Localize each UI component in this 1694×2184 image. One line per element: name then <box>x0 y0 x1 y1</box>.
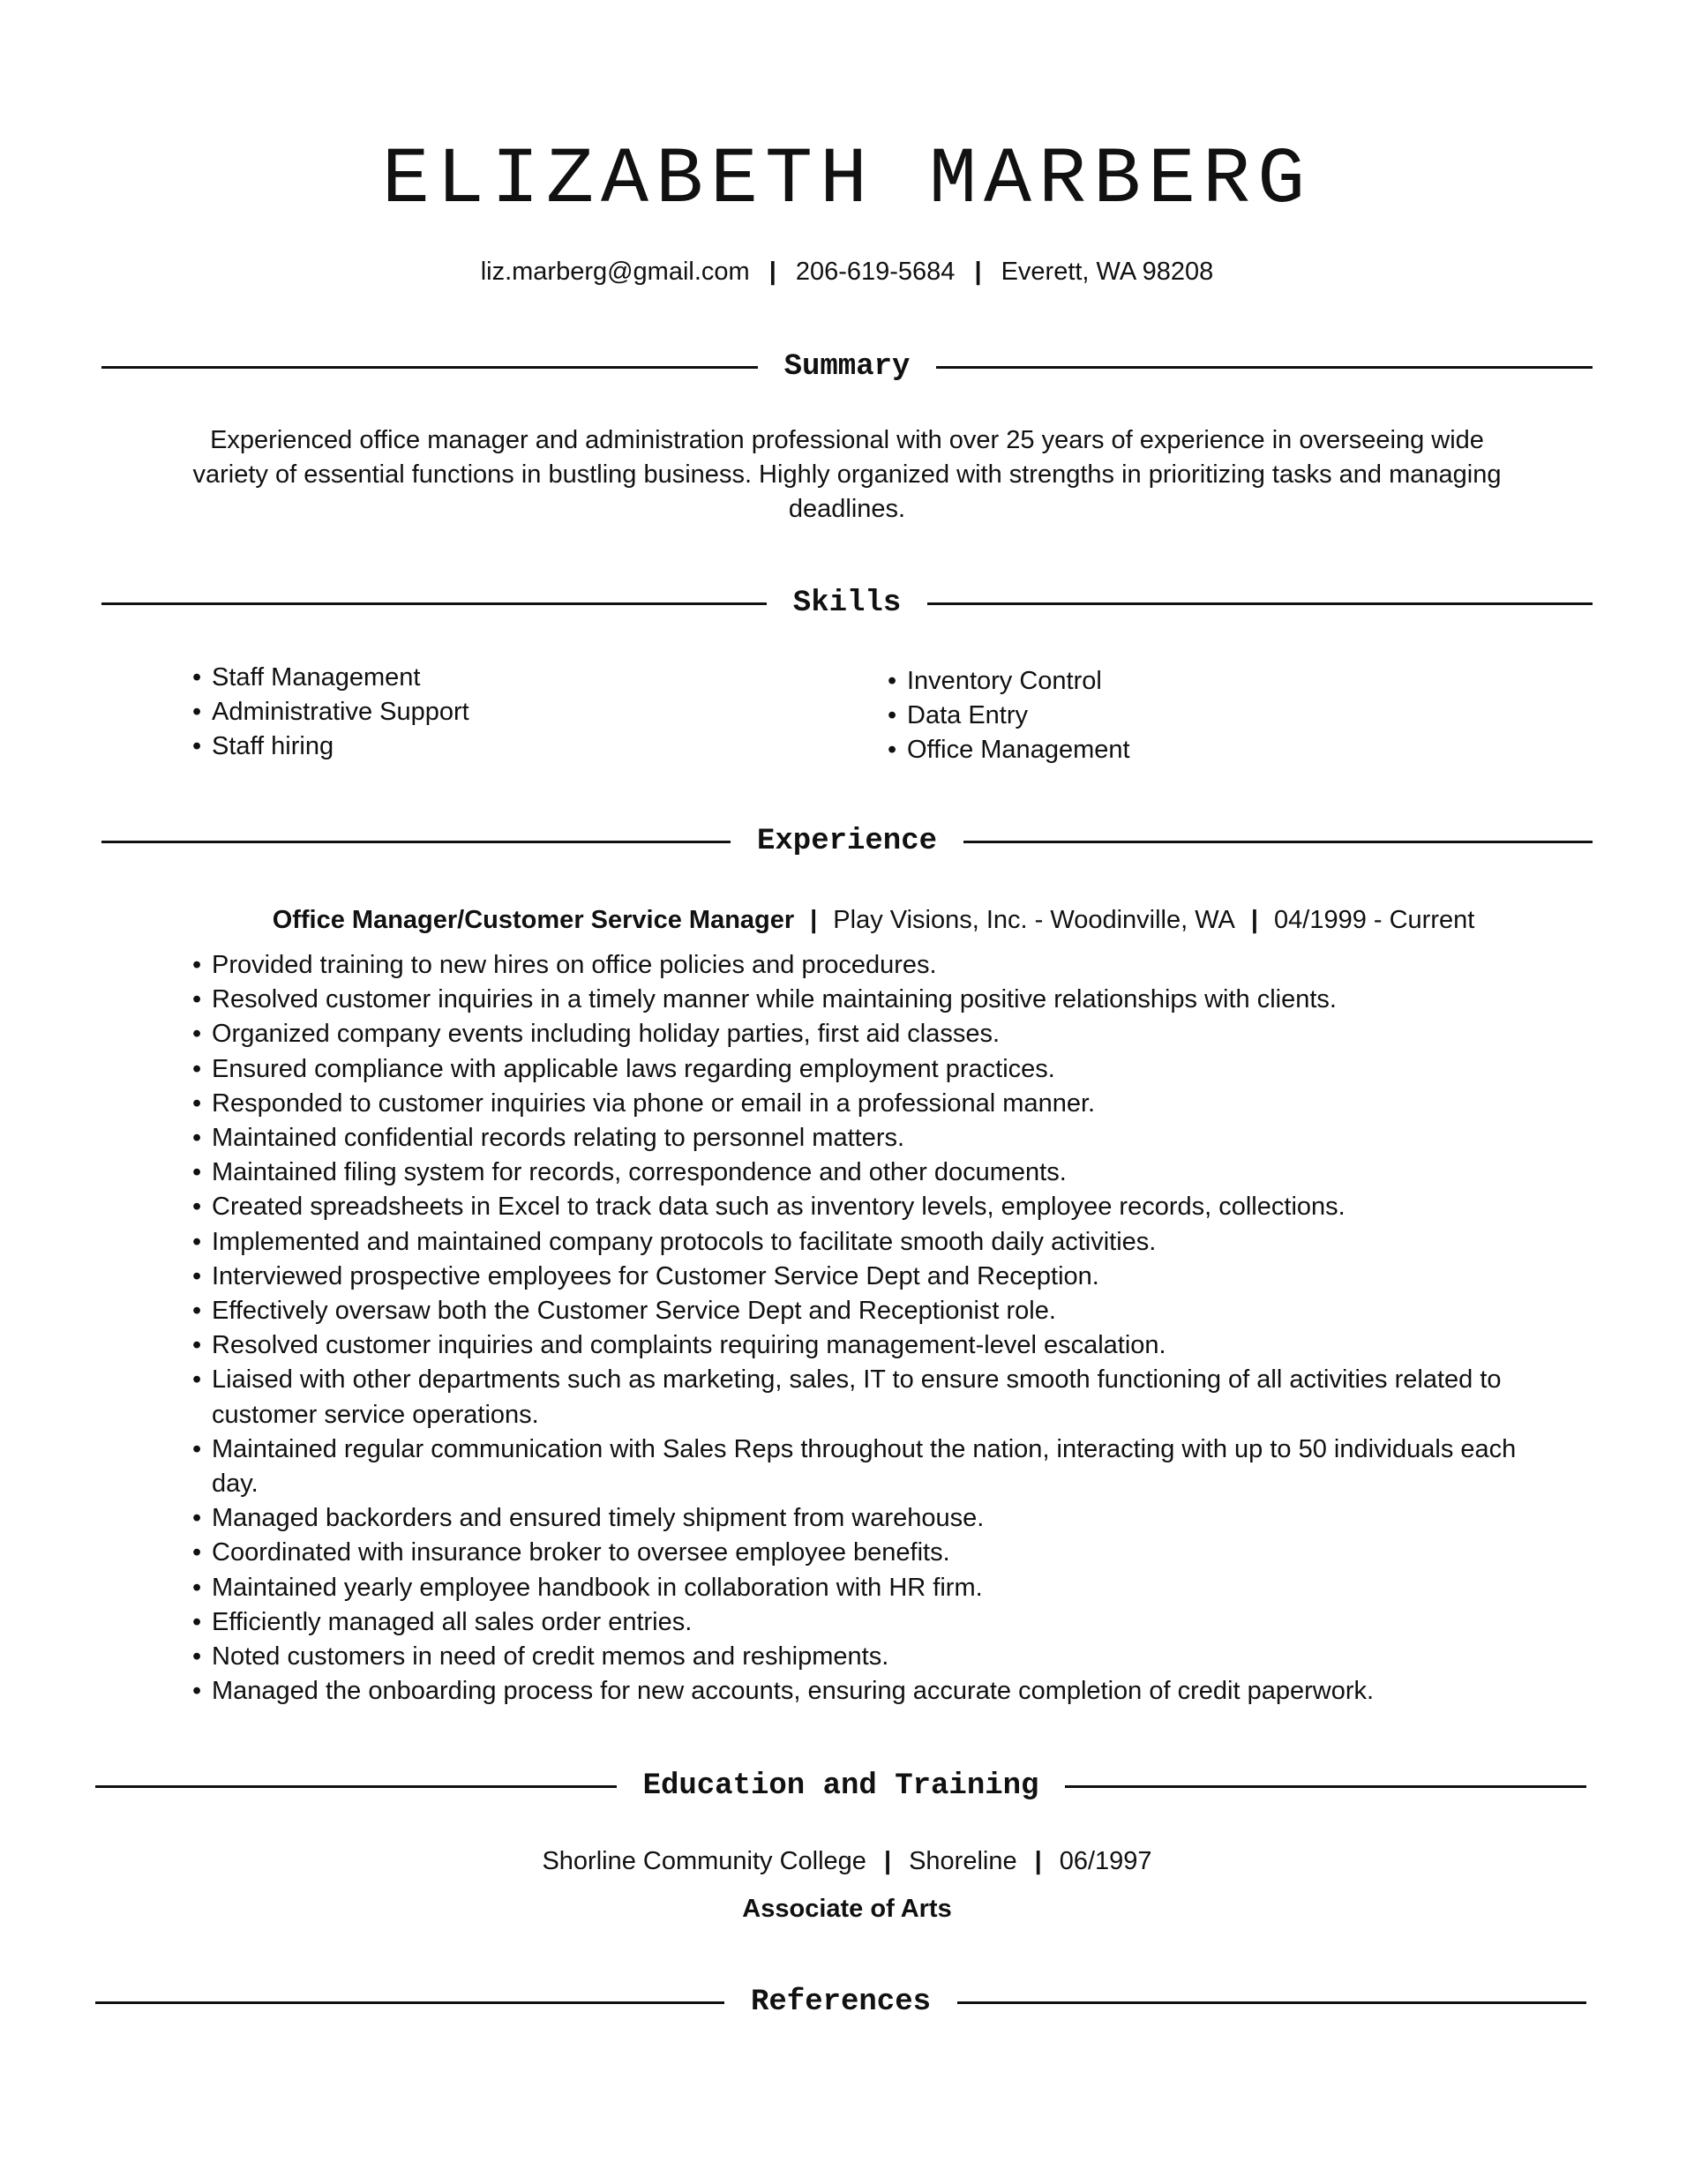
experience-bullet: • Resolved customer inquiries in a timely manner while maintaining positive relationships with clients. <box>192 983 1533 1017</box>
education-separator: | <box>1034 1847 1042 1875</box>
skills-heading: Skills <box>792 587 902 620</box>
experience-section-header <box>101 822 1593 861</box>
job-separator: | <box>1250 906 1258 934</box>
job-separator: | <box>810 906 818 934</box>
experience-bullet: • Maintained yearly employee handbook in collaboration with HR firm. <box>192 1571 1533 1605</box>
contact-phone: 206-619-5684 <box>795 258 956 286</box>
skill-item: • Administrative Support <box>192 695 722 729</box>
section-divider <box>101 602 767 605</box>
education-heading: Education and Training <box>642 1769 1039 1803</box>
section-divider <box>1065 1785 1586 1788</box>
education-degree: Associate of Arts <box>742 1895 952 1923</box>
experience-bullet: • Resolved customer inquiries and complaints requiring management-level escalation. <box>192 1328 1533 1363</box>
skills-list-right <box>888 664 1417 767</box>
contact-location: Everett, WA 98208 <box>1001 258 1214 286</box>
experience-bullet: • Organized company events including holiday parties, first aid classes. <box>192 1017 1533 1051</box>
experience-bullet: • Noted customers in need of credit memos and reshipments. <box>192 1640 1533 1674</box>
experience-bullet: • Managed backorders and ensured timely shipment from warehouse. <box>192 1501 1533 1536</box>
section-divider <box>957 2001 1586 2004</box>
section-divider <box>927 602 1593 605</box>
experience-bullet: • Effectively oversaw both the Customer Service Dept and Receptionist role. <box>192 1294 1533 1328</box>
contact-separator: | <box>768 258 776 286</box>
experience-bullet: • Created spreadsheets in Excel to track data such as inventory levels, employee records, collections. <box>192 1190 1533 1224</box>
experience-bullet: • Responded to customer inquiries via phone or email in a professional manner. <box>192 1087 1533 1121</box>
section-divider <box>936 366 1593 369</box>
experience-bullet: • Maintained regular communication with Sales Reps throughout the nation, interacting with up to 50 individuals each day. <box>192 1432 1533 1501</box>
contact-separator: | <box>974 258 982 286</box>
summary-heading: Summary <box>783 350 911 384</box>
experience-bullet: • Interviewed prospective employees for Customer Service Dept and Reception. <box>192 1260 1533 1294</box>
experience-bullet: • Maintained filing system for records, correspondence and other documents. <box>192 1156 1533 1190</box>
references-section-header <box>95 1983 1586 2022</box>
references-heading: References <box>750 1986 932 2019</box>
summary-section-header <box>101 348 1593 386</box>
job-title: Office Manager/Customer Service Manager <box>272 906 795 934</box>
skill-item: • Office Management <box>888 733 1417 767</box>
skills-section-header <box>101 584 1593 623</box>
experience-heading: Experience <box>756 825 938 858</box>
skill-item: • Staff hiring <box>192 729 722 764</box>
experience-bullet-list <box>192 948 1533 1709</box>
summary-text: Experienced office manager and administration professional with over 25 years of experience in overseeing wide variety of essential functions in bustling business. Highly organized with strengths in prioritizing tasks and managing deadlines. <box>192 426 1502 523</box>
job-dates: 04/1999 - Current <box>1274 906 1475 934</box>
experience-bullet: • Managed the onboarding process for new accounts, ensuring accurate completion of credit paperwork. <box>192 1674 1533 1709</box>
section-divider <box>101 841 731 843</box>
contact-email: liz.marberg@gmail.com <box>480 258 750 286</box>
candidate-name: ELIZABETH MARBERG <box>381 136 1313 226</box>
section-divider <box>963 841 1593 843</box>
section-divider <box>95 1785 617 1788</box>
job-company: Play Visions, Inc. - Woodinville, WA <box>833 906 1235 934</box>
skill-item: • Staff Management <box>192 661 722 695</box>
education-city: Shoreline <box>909 1847 1017 1875</box>
contact-line <box>0 254 1694 289</box>
section-divider <box>95 2001 724 2004</box>
education-line <box>0 1844 1694 1879</box>
experience-bullet: • Efficiently managed all sales order entries. <box>192 1605 1533 1640</box>
education-separator: | <box>883 1847 892 1875</box>
experience-bullet: • Implemented and maintained company protocols to facilitate smooth daily activities. <box>192 1225 1533 1260</box>
education-school: Shorline Community College <box>542 1847 866 1875</box>
experience-bullet: • Provided training to new hires on office policies and procedures. <box>192 948 1533 983</box>
skill-item: • Data Entry <box>888 699 1417 733</box>
skills-list-left <box>192 661 722 764</box>
education-section-header <box>95 1767 1586 1806</box>
experience-bullet: • Maintained confidential records relating to personnel matters. <box>192 1121 1533 1156</box>
section-divider <box>101 366 758 369</box>
experience-bullet: • Ensured compliance with applicable laws regarding employment practices. <box>192 1052 1533 1087</box>
education-date: 06/1997 <box>1059 1847 1152 1875</box>
job-header <box>0 902 1694 938</box>
experience-bullet: • Liaised with other departments such as marketing, sales, IT to ensure smooth functioning of all activities related to customer service operations. <box>192 1363 1533 1432</box>
experience-bullet: • Coordinated with insurance broker to oversee employee benefits. <box>192 1536 1533 1570</box>
skill-item: • Inventory Control <box>888 664 1417 699</box>
